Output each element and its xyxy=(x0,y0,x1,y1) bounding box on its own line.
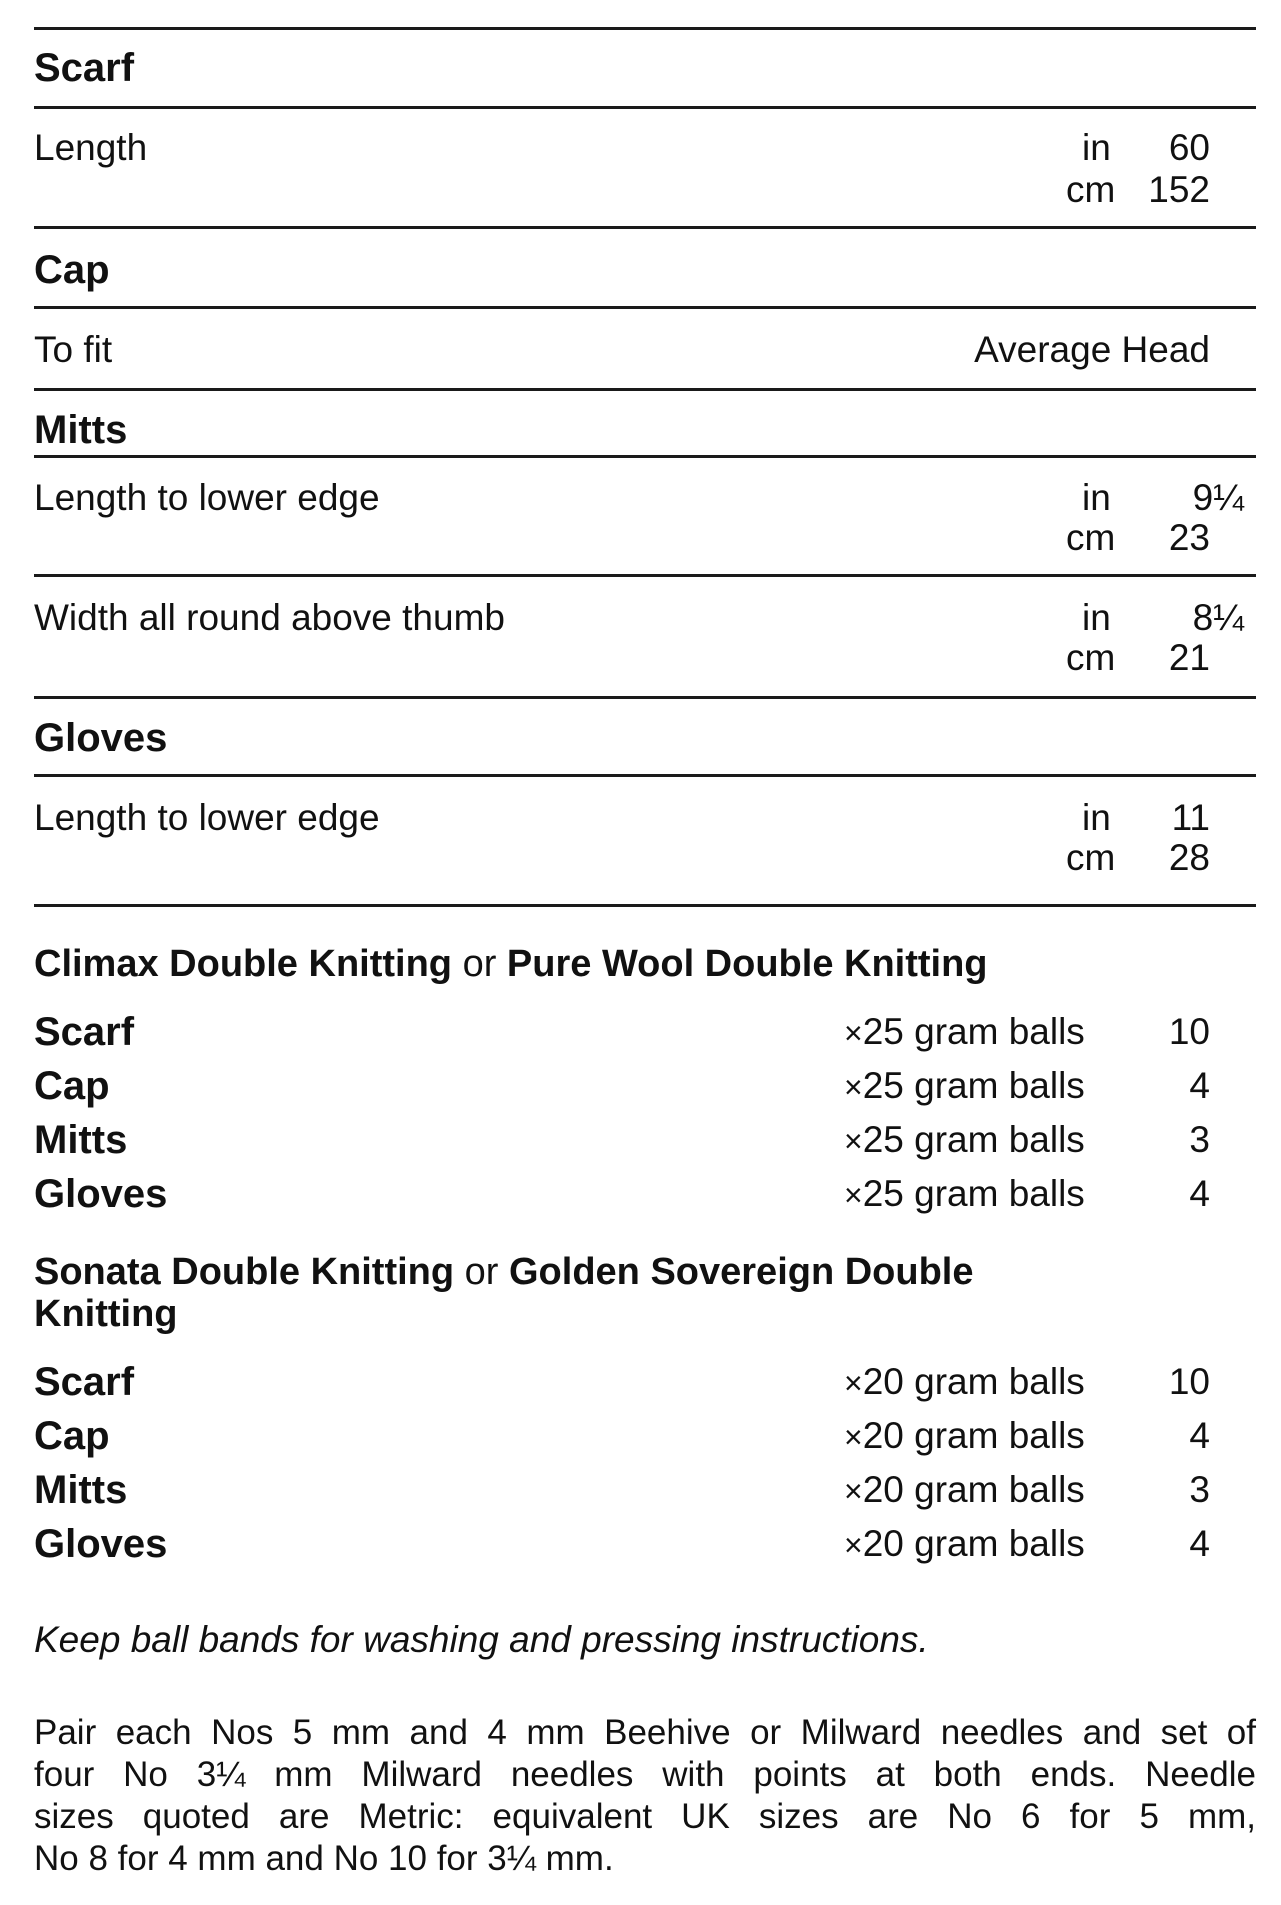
yarn2-item-qty: 4 xyxy=(1189,1523,1210,1564)
scarf-length-in-value: 60 xyxy=(1168,127,1210,168)
times-icon: × xyxy=(844,1123,863,1159)
yarn1-item-qty: 4 xyxy=(1189,1173,1210,1214)
balls-label: 25 gram balls xyxy=(862,1119,1085,1160)
yarn2-item-qty: 3 xyxy=(1189,1469,1210,1510)
yarn2-name-b-line1: Golden Sovereign Double xyxy=(509,1251,974,1293)
yarn2-or: or xyxy=(464,1251,499,1293)
rule xyxy=(34,696,1256,699)
yarn2-item-balls xyxy=(844,1468,1085,1513)
rule-top xyxy=(34,27,1256,30)
yarn2-item-balls xyxy=(844,1360,1085,1405)
cap-fit-label: To fit xyxy=(34,329,113,370)
mitts-length-label: Length to lower edge xyxy=(34,477,380,518)
yarn2-name-b-line2: Knitting xyxy=(34,1293,178,1335)
balls-label: 25 gram balls xyxy=(862,1065,1085,1106)
times-icon: × xyxy=(844,1473,863,1509)
times-icon: × xyxy=(844,1527,863,1563)
scarf-heading: Scarf xyxy=(34,46,135,90)
mitts-length-cm-value: 23 xyxy=(1168,517,1210,558)
balls-label: 20 gram balls xyxy=(862,1415,1085,1456)
yarn1-item-balls xyxy=(844,1010,1085,1055)
needles-line: sizes quoted are Metric: equivalent UK sizes are No 6 for 5 mm, xyxy=(34,1797,1256,1836)
care-note: Keep ball bands for washing and pressing instructions. xyxy=(34,1619,929,1660)
rule xyxy=(34,904,1256,907)
gloves-length-unit-cm: cm xyxy=(1066,837,1116,878)
mitts-width-label: Width all round above thumb xyxy=(34,597,505,638)
yarn1-item-qty: 4 xyxy=(1189,1065,1210,1106)
scarf-length-unit-in: in xyxy=(1082,127,1111,168)
mitts-length-unit-cm: cm xyxy=(1066,517,1116,558)
rule xyxy=(34,226,1256,229)
rule xyxy=(34,106,1256,109)
yarn1-name-a: Climax Double Knitting xyxy=(34,943,452,985)
yarn1-item-qty: 3 xyxy=(1189,1119,1210,1160)
balls-label: 25 gram balls xyxy=(862,1173,1085,1214)
times-icon: × xyxy=(844,1419,863,1455)
mitts-length-in-value: 9¼ xyxy=(1192,477,1244,518)
scarf-length-label: Length xyxy=(34,127,148,168)
yarn1-item-name: Scarf xyxy=(34,1010,135,1054)
cap-heading: Cap xyxy=(34,248,110,292)
yarn1-item-balls xyxy=(844,1064,1085,1109)
yarn2-item-name: Gloves xyxy=(34,1522,168,1566)
rule xyxy=(34,306,1256,309)
mitts-width-cm-value: 21 xyxy=(1168,637,1210,678)
times-icon: × xyxy=(844,1015,863,1051)
times-icon: × xyxy=(844,1069,863,1105)
gloves-length-unit-in: in xyxy=(1082,797,1111,838)
yarn2-item-name: Cap xyxy=(34,1414,110,1458)
yarn2-item-balls xyxy=(844,1414,1085,1459)
yarn1-item-name: Gloves xyxy=(34,1172,168,1216)
mitts-length-unit-in: in xyxy=(1082,477,1111,518)
yarn1-item-name: Cap xyxy=(34,1064,110,1108)
rule xyxy=(34,774,1256,777)
needles-paragraph xyxy=(34,1712,1256,1880)
needles-line: Pair each Nos 5 mm and 4 mm Beehive or Milward needles and set of xyxy=(34,1713,1256,1752)
gloves-length-label: Length to lower edge xyxy=(34,797,380,838)
rule xyxy=(34,388,1256,391)
cap-fit-value: Average Head xyxy=(974,329,1210,370)
balls-label: 25 gram balls xyxy=(862,1011,1085,1052)
yarn1-item-balls xyxy=(844,1172,1085,1217)
yarn2-item-name: Scarf xyxy=(34,1360,135,1404)
yarn2-item-balls xyxy=(844,1522,1085,1567)
balls-label: 20 gram balls xyxy=(862,1361,1085,1402)
yarn1-item-qty: 10 xyxy=(1168,1011,1210,1052)
yarn1-heading xyxy=(34,942,988,986)
scarf-length-unit-cm: cm xyxy=(1066,169,1116,210)
scarf-length-cm-value: 152 xyxy=(1148,169,1210,210)
rule xyxy=(34,455,1256,458)
yarn1-item-balls xyxy=(844,1118,1085,1163)
times-icon: × xyxy=(844,1365,863,1401)
mitts-heading: Mitts xyxy=(34,408,128,452)
rule xyxy=(34,574,1256,577)
gloves-length-cm-value: 28 xyxy=(1168,837,1210,878)
yarn1-name-b: Pure Wool Double Knitting xyxy=(506,943,988,985)
mitts-width-unit-cm: cm xyxy=(1066,637,1116,678)
yarn2-name-a: Sonata Double Knitting xyxy=(34,1251,455,1293)
needles-line: No 8 for 4 mm and No 10 for 3¼ mm. xyxy=(34,1839,614,1878)
yarn2-item-qty: 4 xyxy=(1189,1415,1210,1456)
mitts-width-in-value: 8¼ xyxy=(1192,597,1244,638)
yarn1-or: or xyxy=(462,943,497,985)
balls-label: 20 gram balls xyxy=(862,1469,1085,1510)
times-icon: × xyxy=(844,1177,863,1213)
yarn2-item-qty: 10 xyxy=(1168,1361,1210,1402)
balls-label: 20 gram balls xyxy=(862,1523,1085,1564)
yarn1-item-name: Mitts xyxy=(34,1118,128,1162)
yarn2-heading xyxy=(34,1250,974,1294)
gloves-heading: Gloves xyxy=(34,716,168,760)
gloves-length-in-value: 11 xyxy=(1171,797,1210,838)
needles-line: four No 3¼ mm Milward needles with points at both ends. Needle xyxy=(34,1755,1256,1794)
mitts-width-unit-in: in xyxy=(1082,597,1111,638)
yarn2-item-name: Mitts xyxy=(34,1468,128,1512)
